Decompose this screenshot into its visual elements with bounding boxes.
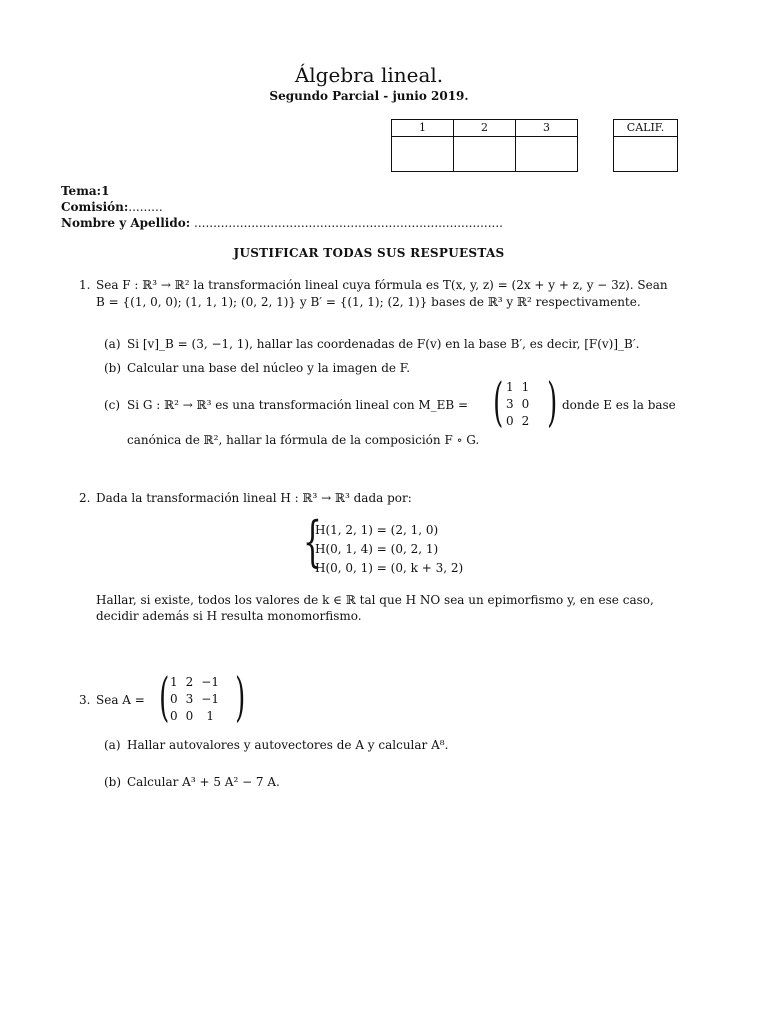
matrix-cell: 1 [506,380,514,394]
problem1-a-label: (a) [104,337,121,351]
matrix-cell: −1 [201,692,219,706]
grade-cell-3[interactable] [516,137,578,172]
grade-cell-2[interactable] [454,137,516,172]
instruction: JUSTIFICAR TODAS SUS RESPUESTAS [233,246,505,260]
nombre-label: Nombre y Apellido: [61,216,191,230]
problem1-matrix [493,373,558,433]
nombre-field[interactable]: ................................................................................. [194,216,503,230]
grade-cell-1[interactable] [392,137,454,172]
calif-header: CALIF. [614,120,678,137]
problem1-line2: B = {(1, 0, 0); (1, 1, 1); (0, 2, 1)} y B′ = {(1, 1); (2, 1)} bases de ℝ³ y ℝ² respectivamente. [96,295,641,309]
problem3-number: 3. [79,693,91,707]
system-eq-2: H(0, 1, 4) = (0, 2, 1) [315,542,439,556]
matrix-right-paren: ) [547,373,558,433]
system-brace: { [303,510,322,573]
matrix-cell: 3 [506,397,514,411]
problem3-b-label: (b) [104,775,122,789]
grades-col-3: 3 [516,120,578,137]
problem3-intro: Sea A = [96,693,145,707]
problem1-a-text: Si [v]_B = (3, −1, 1), hallar las coordenadas de F(v) en la base B′, es decir, [F(v)]_B′. [127,337,640,351]
matrix-cell: 1 [206,709,214,723]
matrix-cell: 2 [185,675,194,689]
matrix-cell: 0 [521,397,530,411]
comision-label: Comisión: [61,200,129,214]
tema-label: Tema:1 [61,184,110,198]
matrix-cell: 1 [170,675,178,689]
matrix-left-paren: ( [159,668,170,728]
calif-table [613,119,678,172]
grades-table [391,119,578,172]
calif-cell[interactable] [614,137,678,172]
comision-field[interactable]: ......... [128,200,163,214]
matrix-cell: 0 [170,709,178,723]
system-eq-3: H(0, 0, 1) = (0, k + 3, 2) [315,561,464,575]
matrix-cell: 0 [506,414,514,428]
problem3-b-text: Calcular A³ + 5 A² − 7 A. [127,775,280,789]
problem1-number: 1. [79,278,91,292]
page-title: Álgebra lineal. [294,63,444,87]
system-eq-1: H(1, 2, 1) = (2, 1, 0) [315,523,439,537]
matrix-cell: 1 [521,380,530,394]
nombre-row [61,216,503,231]
matrix-cell: 0 [185,709,194,723]
problem2-number: 2. [79,491,91,505]
problem2-text-line2: decidir además si H resulta monomorfismo. [96,609,362,623]
matrix-cell: 3 [185,692,194,706]
matrix-cell: 2 [521,414,530,428]
problem1-c-label: (c) [104,398,121,412]
problem3-a-label: (a) [104,738,121,752]
problem3-a-text: Hallar autovalores y autovectores de A y calcular A⁸. [127,738,449,752]
problem2-line1: Dada la transformación lineal H : ℝ³ → ℝ³ dada por: [96,491,412,505]
matrix-cell: 0 [170,692,178,706]
problem3-matrix [159,668,246,728]
problem1-c-line2: canónica de ℝ², hallar la fórmula de la composición F ∘ G. [127,433,480,447]
grades-col-2: 2 [454,120,516,137]
problem1-b-text: Calcular una base del núcleo y la imagen de F. [127,361,411,375]
problem1-c-text-post: donde E es la base [562,398,676,412]
matrix-right-paren: ) [235,668,246,728]
grades-col-1: 1 [392,120,454,137]
page-subtitle: Segundo Parcial - junio 2019. [269,89,469,103]
problem1-b-label: (b) [104,361,122,375]
problem1-line1: Sea F : ℝ³ → ℝ² la transformación lineal cuya fórmula es T(x, y, z) = (2x + y + z, y − 3z). Sean [96,278,668,292]
problem1-c-text-pre: Si G : ℝ² → ℝ³ es una transformación lineal con M_EB = [127,398,469,412]
problem2-text-line1: Hallar, si existe, todos los valores de k ∈ ℝ tal que H NO sea un epimorfismo y, en ese caso, [96,593,654,607]
comision-row [61,200,163,215]
matrix-left-paren: ( [493,373,504,433]
matrix-cell: −1 [201,675,219,689]
